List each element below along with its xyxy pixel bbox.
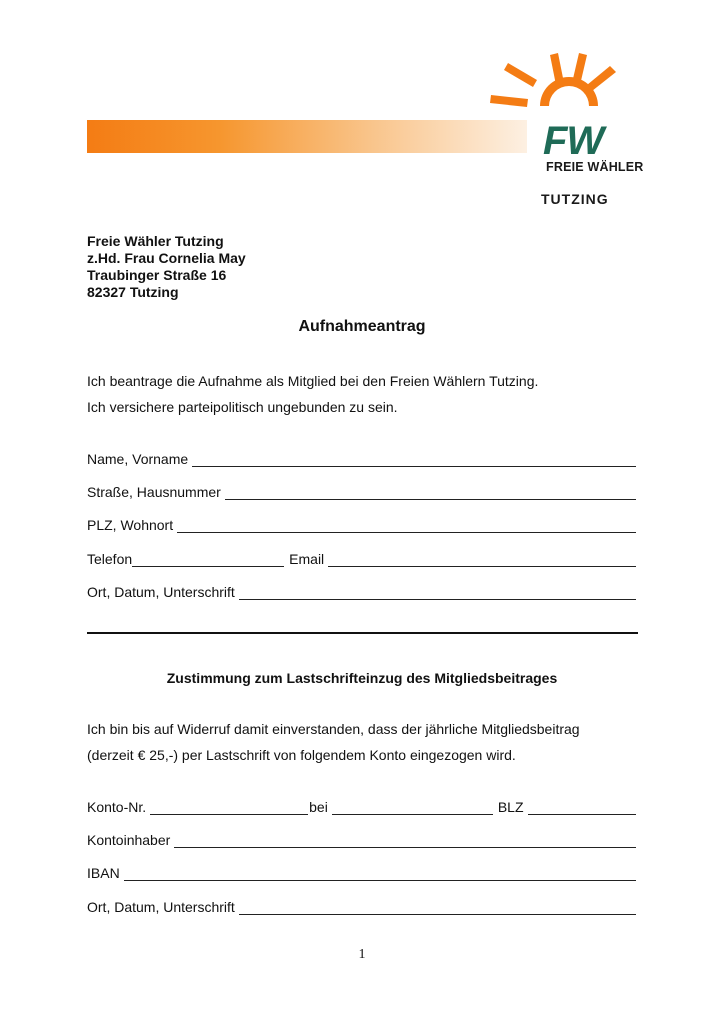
header-gradient-banner — [87, 120, 527, 153]
street-field — [87, 480, 636, 500]
sepa-title: Zustimmung zum Lastschrifteinzug des Mitgliedsbeitrages — [166, 670, 558, 686]
form-title: Aufnahmeantrag — [298, 318, 426, 335]
iban-field — [87, 861, 636, 881]
iban-label: IBAN — [87, 865, 120, 881]
page-number: 1 — [358, 947, 366, 962]
account-field — [87, 795, 636, 815]
sepa-text-line: (derzeit € 25,-) per Lastschrift von folgendem Konto eingezogen wird. — [87, 747, 516, 763]
intro-line: Ich beantrage die Aufnahme als Mitglied bei den Freien Wählern Tutzing. — [87, 373, 539, 389]
sepa-signature-input-line[interactable] — [239, 900, 636, 915]
address-line: Traubinger Straße 16 — [87, 267, 227, 283]
email-input-line[interactable] — [328, 552, 636, 567]
address-line: 82327 Tutzing — [87, 284, 179, 300]
street-input-line[interactable] — [225, 485, 636, 500]
city-field — [87, 513, 636, 533]
account-label: Konto-Nr. — [87, 799, 147, 815]
intro-line: Ich versichere parteipolitisch ungebunden zu sein. — [87, 399, 398, 415]
blz-label: BLZ — [497, 799, 524, 815]
brand-local-chapter: TUTZING — [541, 191, 609, 207]
address-line: z.Hd. Frau Cornelia May — [87, 250, 246, 266]
recipient-address — [87, 233, 246, 301]
name-label: Name, Vorname — [87, 451, 189, 467]
brand-wordmark: FW — [543, 119, 604, 163]
sepa-text-line: Ich bin bis auf Widerruf damit einverstanden, dass der jährliche Mitgliedsbeitrag — [87, 721, 580, 737]
name-field — [87, 447, 636, 467]
phone-email-field — [87, 547, 636, 567]
sepa-text — [87, 716, 580, 768]
address-line: Freie Wähler Tutzing — [87, 233, 224, 249]
bank-label: bei — [309, 799, 328, 815]
intro-text — [87, 368, 538, 420]
iban-input-line[interactable] — [124, 866, 636, 881]
freie-waehler-logo — [488, 48, 638, 178]
street-label: Straße, Hausnummer — [87, 484, 221, 500]
bank-input-line[interactable] — [332, 800, 493, 815]
phone-input-line[interactable] — [132, 552, 284, 567]
holder-field — [87, 828, 636, 848]
signature-input-line[interactable] — [239, 585, 636, 600]
signature-label: Ort, Datum, Unterschrift — [87, 584, 235, 600]
city-label: PLZ, Wohnort — [87, 517, 174, 533]
holder-label: Kontoinhaber — [87, 832, 171, 848]
phone-label: Telefon — [87, 551, 133, 567]
account-input-line[interactable] — [150, 800, 308, 815]
email-label: Email — [289, 551, 325, 567]
signature-field — [87, 580, 636, 600]
name-input-line[interactable] — [192, 452, 636, 467]
section-divider — [87, 632, 638, 634]
city-input-line[interactable] — [177, 518, 636, 533]
sepa-signature-label: Ort, Datum, Unterschrift — [87, 899, 235, 915]
holder-input-line[interactable] — [174, 833, 636, 848]
blz-input-line[interactable] — [528, 800, 636, 815]
brand-subtitle: FREIE WÄHLER — [546, 160, 644, 174]
sun-icon — [490, 53, 616, 107]
sepa-signature-field — [87, 895, 636, 915]
